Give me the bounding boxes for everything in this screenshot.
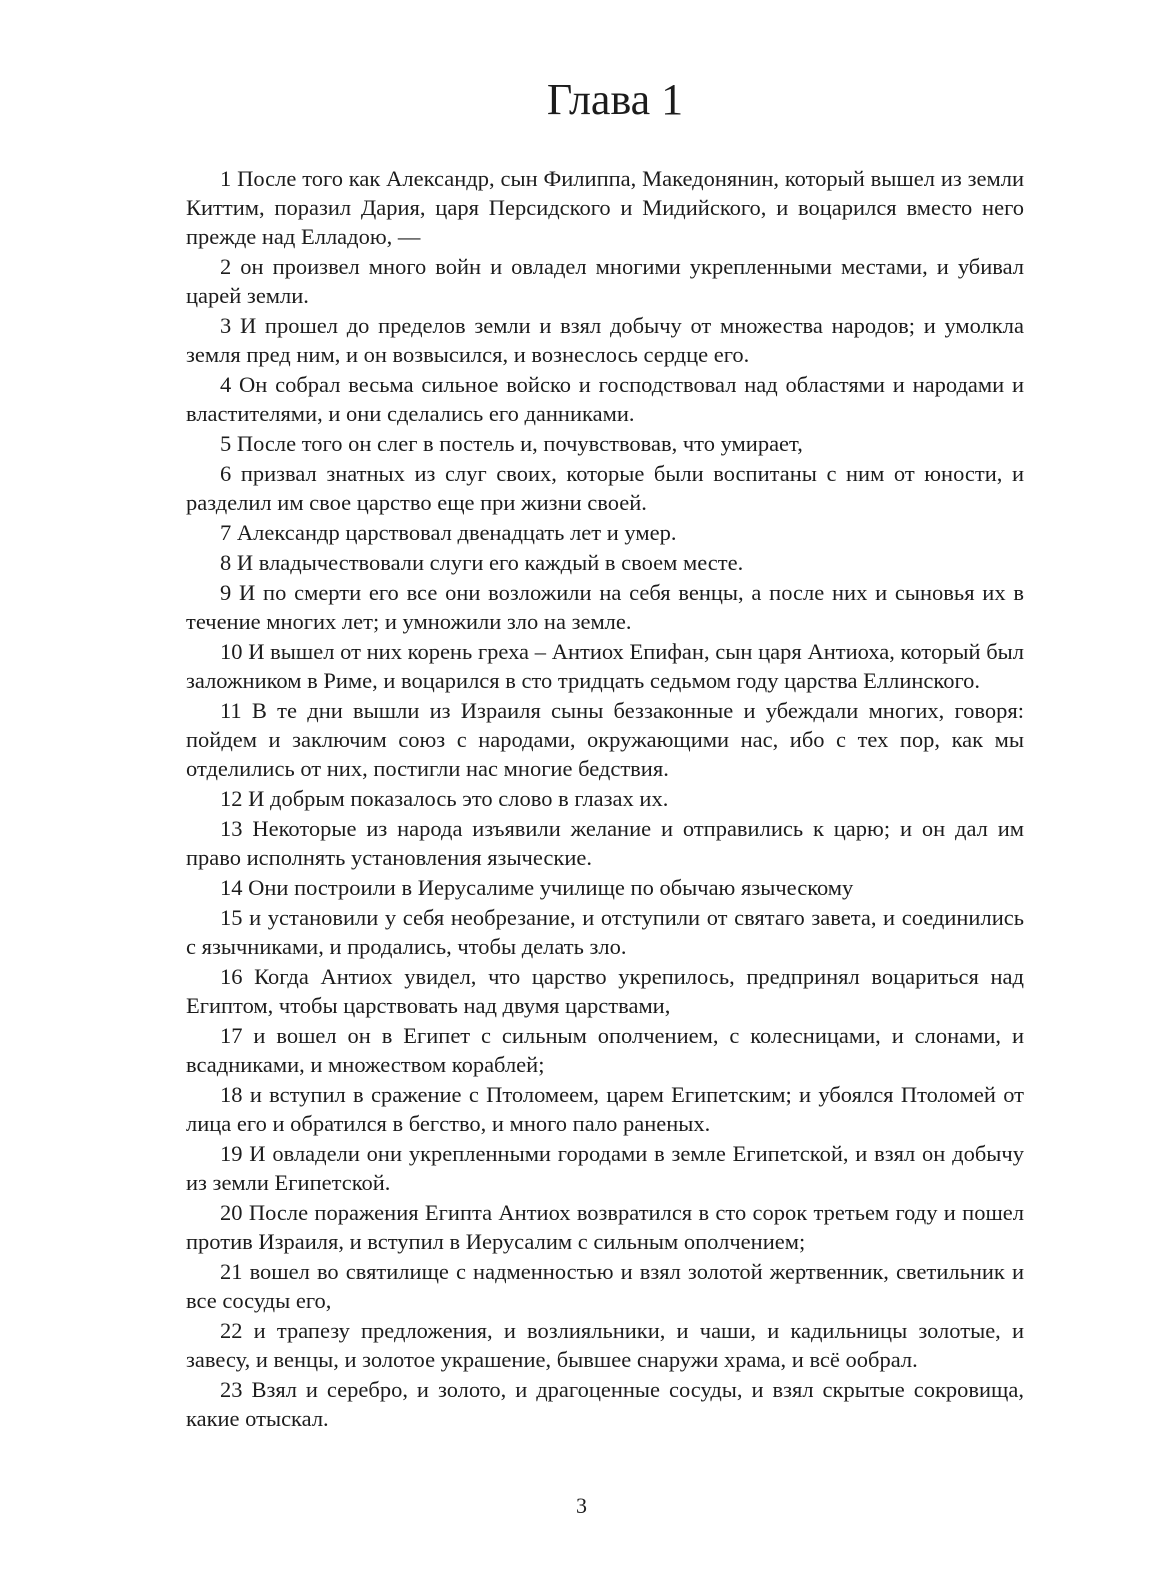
verse-18: 18 и вступил в сражение с Птоломеем, царем Египетским; и убоялся Птоломей от лица его и обратился в бегство, и много пало раненых.	[186, 1082, 1024, 1136]
verse-11: 11 В те дни вышли из Израиля сыны беззаконные и убеждали многих, говоря: пойдем и заключим союз с народами, окружающими нас, ибо с тех пор, как мы отделились от них, постигли нас многие бедствия.	[186, 698, 1024, 781]
verse-9: 9 И по смерти его все они возложили на себя венцы, а после них и сыновья их в течение многих лет; и умножили зло на земле.	[186, 580, 1024, 634]
verse-21: 21 вошел во святилище с надменностью и взял золотой жертвенник, светильник и все сосуды его,	[186, 1259, 1024, 1313]
verse-19: 19 И овладели они укрепленными городами в земле Египетской, и взял он добычу из земли Египетской.	[186, 1141, 1024, 1195]
verse-1: 1 После того как Александр, сын Филиппа, Македонянин, который вышел из земли Киттим, поразил Дария, царя Персидского и Мидийского, и воцарился вместо него прежде над Елладою, —	[186, 166, 1024, 249]
verse-5: 5 После того он слег в постель и, почувствовав, что умирает,	[220, 431, 803, 456]
verse-10: 10 И вышел от них корень греха – Антиох Епифан, сын царя Антиоха, который был заложником в Риме, и воцарился в сто тридцать седьмом году царства Еллинского.	[186, 639, 1024, 693]
chapter-text	[186, 164, 1024, 1434]
verse-6: 6 призвал знатных из слуг своих, которые были воспитаны с ним от юности, и разделил им свое царство еще при жизни своей.	[186, 461, 1024, 515]
verse-7: 7 Александр царствовал двенадцать лет и умер.	[220, 520, 677, 545]
verse-23: 23 Взял и серебро, и золото, и драгоценные сосуды, и взял скрытые сокровища, какие отыскал.	[186, 1377, 1024, 1431]
verse-13: 13 Некоторые из народа изъявили желание и отправились к царю; и он дал им право исполнять установления языческие.	[186, 816, 1024, 870]
chapter-title: Глава 1	[546, 75, 684, 124]
verse-17: 17 и вошел он в Египет с сильным ополчением, с колесницами, и слонами, и всадниками, и множеством кораблей;	[186, 1023, 1024, 1077]
verse-3: 3 И прошел до пределов земли и взял добычу от множества народов; и умолкла земля пред ним, и он возвысился, и вознеслось сердце его.	[186, 313, 1024, 367]
verse-22: 22 и трапезу предложения, и возлияльники, и чаши, и кадильницы золотые, и завесу, и венцы, и золотое украшение, бывшее снаружи храма, и всё ообрал.	[186, 1318, 1024, 1372]
verse-15: 15 и установили у себя необрезание, и отступили от святаго завета, и соединились с язычниками, и продались, чтобы делать зло.	[186, 905, 1024, 959]
verse-14: 14 Они построили в Иерусалиме училище по обычаю языческому	[220, 875, 854, 900]
verse-4: 4 Он собрал весьма сильное войско и господствовал над областями и народами и властителями, и они сделались его данниками.	[186, 372, 1024, 426]
verse-8: 8 И владычествовали слуги его каждый в своем месте.	[220, 550, 744, 575]
verse-2: 2 он произвел много войн и овладел многими укрепленными местами, и убивал царей земли.	[186, 254, 1024, 308]
page-number: 3	[576, 1493, 587, 1518]
verse-12: 12 И добрым показалось это слово в глазах их.	[220, 786, 669, 811]
verse-20: 20 После поражения Египта Антиох возвратился в сто сорок третьем году и пошел против Израиля, и вступил в Иерусалим с сильным ополчением;	[186, 1200, 1024, 1254]
verse-16: 16 Когда Антиох увидел, что царство укрепилось, предпринял воцариться над Египтом, чтобы царствовать над двумя царствами,	[186, 964, 1024, 1018]
